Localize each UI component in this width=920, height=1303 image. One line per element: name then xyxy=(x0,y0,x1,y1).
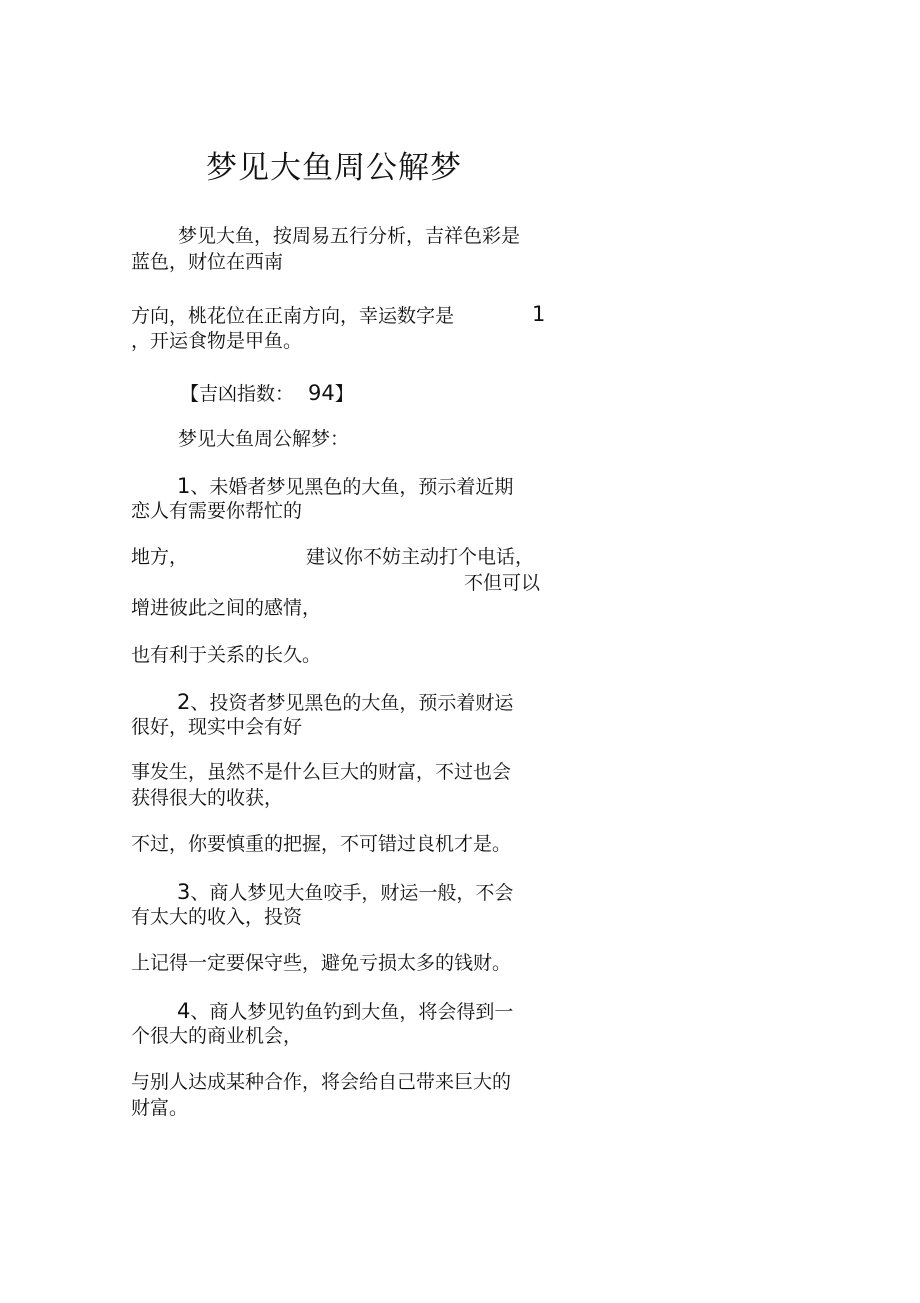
item-3-text: 、商人梦见大鱼咬手，财运一般，不会 xyxy=(190,882,514,904)
section-heading: 梦见大鱼周公解梦： xyxy=(178,428,350,450)
score-value: 94 xyxy=(308,381,335,405)
score-suffix: 】 xyxy=(334,383,354,405)
lucky-number: 1 xyxy=(532,302,546,326)
item-1-line-3-right: 建议你不妨主动打个电话， xyxy=(306,546,535,568)
item-3-line-3: 上记得一定要保守些，避免亏损太多的钱财。 xyxy=(131,952,512,974)
item-1-line-5: 增进彼此之间的感情， xyxy=(131,597,322,619)
page-title: 梦见大鱼周公解梦 xyxy=(206,150,462,186)
intro-line-2: 蓝色，财位在西南 xyxy=(131,251,284,273)
item-4-line-4: 财富。 xyxy=(131,1097,189,1119)
score-prefix: 【吉凶指数： xyxy=(180,383,295,405)
item-2-line-3: 事发生，虽然不是什么巨大的财富，不过也会 xyxy=(131,761,512,783)
intro-line-1: 梦见大鱼，按周易五行分析，吉祥色彩是 xyxy=(178,225,521,247)
item-3-line-1 xyxy=(177,880,513,905)
item-2-number: 2 xyxy=(177,690,191,714)
item-1-line-1 xyxy=(177,474,513,499)
item-2-line-2: 很好，现实中会有好 xyxy=(131,716,303,738)
item-4-text: 、商人梦见钓鱼钓到大鱼，将会得到一 xyxy=(190,1001,514,1023)
item-1-line-2: 恋人有需要你帮忙的 xyxy=(131,500,303,522)
item-3-number: 3 xyxy=(177,880,191,904)
intro-line-3: 方向，桃花位在正南方向，幸运数字是 xyxy=(131,305,455,327)
item-2-line-4: 获得很大的收获， xyxy=(131,787,284,809)
fortune-score xyxy=(180,381,354,406)
intro-line-4: ，开运食物是甲鱼。 xyxy=(131,330,303,352)
item-1-number: 1 xyxy=(177,474,191,498)
item-4-line-1 xyxy=(177,999,513,1024)
item-2-line-1 xyxy=(177,690,513,715)
item-4-line-3: 与别人达成某种合作，将会给自己带来巨大的 xyxy=(131,1071,512,1093)
item-1-line-4: 不但可以 xyxy=(464,572,541,594)
item-1-line-3-left: 地方， xyxy=(131,546,189,568)
item-2-text: 、投资者梦见黑色的大鱼，预示着财运 xyxy=(190,692,514,714)
item-1-line-6: 也有利于关系的长久。 xyxy=(131,644,322,666)
item-4-line-2: 个很大的商业机会， xyxy=(131,1025,303,1047)
item-1-text: 、未婚者梦见黑色的大鱼，预示着近期 xyxy=(190,476,514,498)
item-2-line-5: 不过，你要慎重的把握，不可错过良机才是。 xyxy=(131,833,512,855)
item-3-line-2: 有太大的收入，投资 xyxy=(131,906,303,928)
item-4-number: 4 xyxy=(177,999,191,1023)
